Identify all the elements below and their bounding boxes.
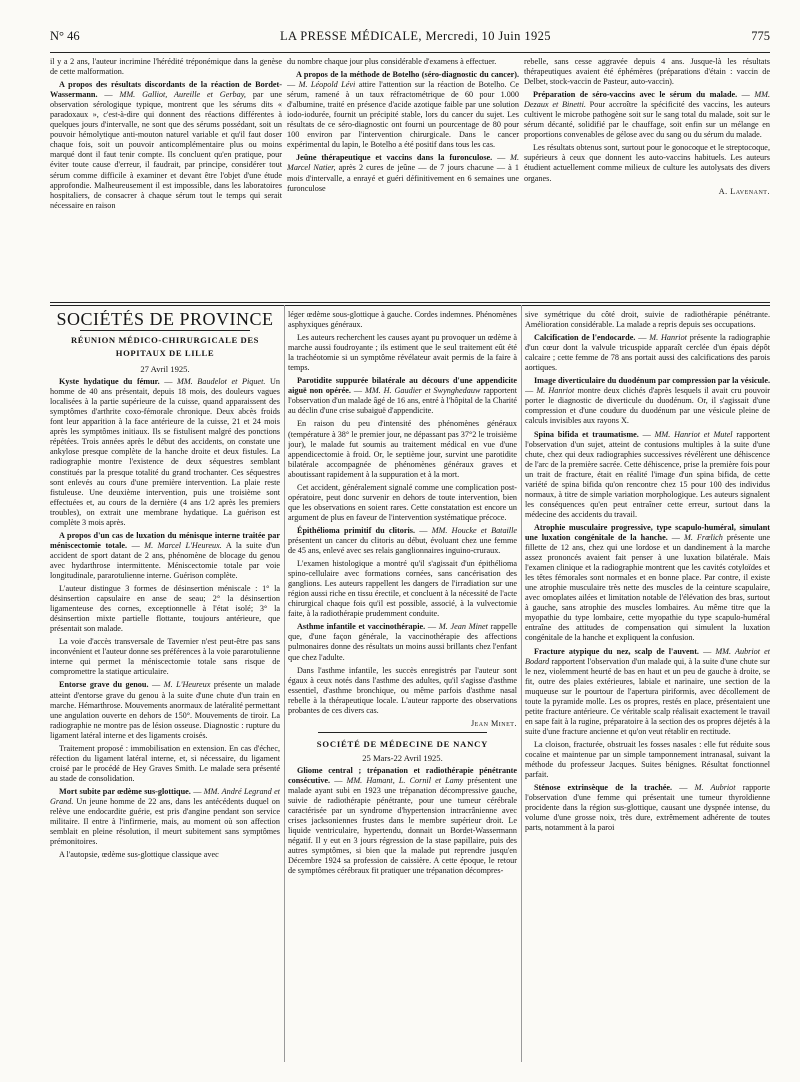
article-authors: MM. André Legrand et Grand. — [50, 786, 280, 806]
paragraph: léger œdème sous-glottique à gauche. Cordes indemnes. Phénomènes asphyxiques généraux. — [288, 310, 517, 330]
article: Spina bifida et traumatisme. — MM. Hanriot et Mutel rapportent l'observation d'un sujet, atteint de contusions multiples à la suite d'une chute, chez qui deux radiographies successives révélèrent une déhiscence de l'arc de la première sacrée. Cette déhiscence, prise la première fois pour un trait de fracture, était en réalité l'image d'un spina bifida, de cette variété de spina bifida qu'on rencontre chez 15 pour 100 des individus normaux, à titre de simple variation morphologique. Les auteurs signalent les conséquences qu'en peut entraîner cette erreur, surtout dans la médecine des accidents du travail. — [525, 429, 770, 519]
article: Sténose extrinsèque de la trachée. — M. Aubriot rapporte l'observation d'une femme qui présentait une tumeur thyroïdienne procidente dans la région sus-glottique, causant une dyspnée intense, du volume d'une grosse noix, très dure, extrêmement adhérente de toutes parts, notamment à la paroi — [525, 783, 770, 833]
paragraph: Dans l'asthme infantile, les succès enregistrés par l'auteur sont égaux à ceux notés dans l'asthme des adultes, qu'il s'agisse d'asthme essentiel, d'asthme bronchique, ou même parfois d'asthme nasal rebelle à la thérapeutique locale. L'auteur rapporte des observations probantes de ces divers cas. — [288, 665, 517, 715]
article-heading: Image diverticulaire du duodénum par compression par la vésicule. — [534, 376, 770, 386]
article-text: rapportent l'observation d'un malade qui, à la suite d'une chute sur le nez, violemment heurté de bas en haut et un peu de gauche à droite, se fit, outre des plaies extérieures, labiale et narinaire, une section de la muqueuse sur le pourtour de l'apertura piriformis, avec décollement de toute la pyramide molle. Les os propres, restés en place, présentaient une petite fracture antérieure. Ce véritable scalp réalisait exactement le travail en sape fait à la rugine, préparatoire à la section des os propres déjetés à la suite d'une fracture ancienne et qu'on veut rétablir en rectitude. — [525, 656, 770, 736]
bottom-column-3 — [525, 310, 770, 1062]
article-authors: MM. Baudelot et Piquet. — [177, 377, 266, 387]
article: Gliome central ; trépanation et radiothérapie pénétrante consécutive. — MM. Hamant, L. Cornil et Lamy présentent une malade ayant subi en 1923 une trépanation décompressive gauche, suivie de radiothérapie pénétrante, pour une tumeur cérébrale caractérisée par un syndrome d'hypertension intracrânienne avec crises jacksoniennes frustes dans le membre supérieur droit. Le liquide ventriculaire, hypertendu, donnait un Bordet-Wassermann négatif. Il y eut en 3 jours régression de la stase papillaire, puis des autres symptômes, si bien que la malade put reprendre jusqu'en Décembre 1924 sa profession de caissière. A cette époque, le retour de symptômes cérébraux fit pratiquer une trépanation décompres- — [288, 765, 517, 876]
article-text: par une observation sérologique typique, montrent que les sérums dits « paradoxaux », c'est-à-dire qui donnent des réactions différentes à quelques jours d'intervalle, ne sont que des sérums possédant, soit un pouvoir hémolytique anti-mouton naturel variable et qu'il faut doser chaque fois, soit un pouvoir anticomplémentaire plus ou moins marqué dont il faut tenir compte. Ils concluent qu'en pratique, pour éviter toute cause d'erreur, il faudrait, par principe, considérer tout sérum comme difficile à examiner et devant être l'objet d'une étude approfondie. Malheureusement il est impossible, dans les laboratoires hospitaliers, de consacrer à chaque sérum tout le temps qui serait nécessaire en raison — [50, 90, 282, 210]
paragraph: En raison du peu d'intensité des phénomènes généraux (température à 38° le premier jour, ne dépassant pas 37°2 le troisième jour), le malade fut soumis au traitement médical en vue d'une appendicectomie à froid. Or, le septième jour, survint une parotidite bilatérale accompagnée de phénomènes généraux graves et aboutissant rapidement à la suppuration et à la mort. — [288, 419, 517, 479]
article-heading: A propos de la méthode de Botelho (séro-diagnostic du cancer). — [296, 70, 519, 80]
paragraph: du nombre chaque jour plus considérable d'examens à effectuer. — [287, 57, 497, 66]
article: A propos de la méthode de Botelho (séro-diagnostic du cancer). — M. Léopold Lévi attire l'attention sur la réaction de Botelho. Ce sérum, ramené à un taux réfractométrique de 60 pour 1.000 d'albumine, traité en présence d'acide azotique faible par une solution iodo-iodurée, fournit un précipité stable, lors du cancer du sujet. Les résultats de ce séro-diagnostic ont fourni un pourcentage de 80 pour 100 environ par l'intervention chirurgicale. Dans le cancer expérimental du lapin, le Botelho a été positif dans tous les cas. — [287, 70, 519, 150]
signature: A. Lavenant. — [718, 186, 770, 196]
article-authors: M. Marcel Natier, — [287, 153, 519, 173]
article-authors: M. Jean Minet — [438, 622, 488, 632]
issue-number: N° 46 — [50, 29, 80, 43]
article-text: Un homme de 40 ans présentait, depuis 18 mois, des douleurs vagues localisées à la partie supérieure de la cuisse, quand apparaissent des symptômes d'arthrite coxo-fémorale chronique. Deux abcès froids font leur apparition à la face antérieure de la cuisse, 21 et 24 mois après les symptômes initiaux. Ils se fistulisent malgré des ponctions répétées. Trois années après le début des accidents, on constate une ankylose presque complète de la hanche droite et deux fistules. La radiographie montre l'existence de deux séquestres semblant constitués par la presque totalité du grand trochanter. Ces séquestres sont enlevés au cours d'une première intervention. La plaie reste fistuleuse. Une deuxième intervention, puis une troisième sont effectuées et, au cours de la dernière (4 ans 1/2 après les premiers troubles), on extrait une membrane hydatique. La guérison est complète 3 mois après. — [50, 377, 280, 527]
article-heading: A propos des résultats discordants de la réaction de Bordet-Wassermann. — [50, 80, 282, 100]
article-heading: Kyste hydatique du fémur. — [59, 377, 160, 387]
band-rule-2 — [50, 305, 770, 306]
article-heading: Asthme infantile et vaccinothérapie. — [297, 622, 426, 632]
article: Asthme infantile et vaccinothérapie. — M. Jean Minet rappelle que, d'une façon générale, la vaccinothérapie des affections pulmonaires donne des résultats un moins aussi brillants chez l'enfant que chez l'adulte. — [288, 622, 517, 662]
article: Atrophie musculaire progressive, type scapulo-huméral, simulant une luxation congénitale de la hanche. — M. Frœlich présente une fillette de 12 ans, chez qui une lordose et un dandinement à la marche assez prononcés avaient fait penser à une luxation bilatérale. Mais l'examen clinique et la radiographie montrent que les cavités cotyloïdes et les têtes fémorales sont normales et en bonne place. Par contre, il existe une atrophie musculaire très nette des muscles de la ceinture scapulaire, avec omoplates ailées et limitation notable de l'élévation des bras, surtout à gauche, sans atrophie des muscles lombaires. Au même titre que la myopathie du type lombaire, cette myopathie du type scapulo-huméral entraîne des attitudes de compensation qui simulent la luxation congénitale de la hanche et expliquent la confusion. — [525, 522, 770, 643]
article-authors: MM. Dezaux et Binetti. — [524, 90, 770, 110]
article: Mort subite par œdème sus-glottique. — MM. André Legrand et Grand. Un jeune homme de 22 ans, dans les antécédents duquel on relève une endocardite guérie, est pris d'angine pendant son service militaire. Il entre à l'infirmerie, mais, au moment où son affection semblait en pleine résolution, il meurt subitement sans symptômes prémonitoires. — [50, 786, 280, 847]
column-separator — [521, 305, 522, 1062]
paragraph: rebelle, sans cesse aggravée depuis 4 ans. Jusque-là les résultats thérapeutiques avaient été éphémères (préparations d'étain : vaccin de Delbet, stock-vaccin de Pasteur, auto-vaccin). — [524, 57, 770, 87]
article-text: attire l'attention sur la réaction de Botelho. Ce sérum, ramené à un taux réfractométrique de 60 pour 1.000 d'albumine, traité en présence d'acide azotique faible par une solution iodo-iodurée, fournit un précipité stable, lors du cancer du sujet. Les résultats de ce séro-diagnostic ont fourni un pourcentage de 80 pour 100 environ par l'intervention chirurgicale. Dans le cancer expérimental du lapin, le Botelho a été positif dans tous les cas. — [287, 80, 519, 150]
article-heading: Entorse grave du genou. — [59, 680, 149, 690]
article-authors: M. Hanriot — [536, 386, 575, 396]
article-authors: M. Léopold Lévi — [298, 80, 356, 90]
article-authors: MM. H. Gaudier et Swynghedauw — [365, 386, 481, 396]
paragraph: L'examen histologique a montré qu'il s'agissait d'un épithélioma spino-cellulaire avec formations cornées, sans cancérisation des ganglions. Les auteurs rappellent les dangers de l'irradiation sur une région aussi riche en tissu érectile, et concluent à la nécessité de l'acte chirurgical chaque fois qu'il est possible, associé, à la vulvectomie faite, à la radiothérapie prudemment conduite. — [288, 559, 517, 619]
article-heading: Sténose extrinsèque de la trachée. — [534, 783, 673, 793]
society-title: RÉUNION MÉDICO-CHIRURGICALE DES HOPITAUX DE LILLE — [70, 335, 260, 359]
bottom-column-2 — [288, 310, 517, 1062]
article-authors: M. L'Heureux — [163, 680, 211, 690]
paragraph: Les auteurs recherchent les causes ayant pu provoquer un œdème à marche aussi foudroyante ; ils estiment que le seul traitement eût été la trachéotomie si un symptôme révélateur avait permis de la faire à temps. — [288, 333, 517, 373]
article: Image diverticulaire du duodénum par compression par la vésicule. — M. Hanriot montre deux clichés d'après lesquels il avait cru pouvoir porter le diagnostic de diverticule du duodénum. Or, il s'agissait d'une compression et d'une coudure du duodénum par une vésicule pleine de calculs invisibles aux rayons X. — [525, 376, 770, 426]
band-rule-1 — [50, 302, 770, 303]
section-rule — [80, 330, 250, 331]
paragraph: La cloison, fracturée, obstruait les fosses nasales : elle fut réduite sous cocaïne et maintenue par un simple tamponnement intranasal, suivant la méthode du professeur Jacques. Suites bénignes. Résultat fonctionnel parfait. — [525, 739, 770, 780]
section-rule — [318, 732, 487, 733]
page-number: 775 — [751, 29, 770, 43]
article-text: présente un malade atteint d'entorse grave du genou à la suite d'une chute d'un train en marche. Hémarthrose. Mouvements anormaux de latéralité permettant une angulation ouverte en dehors de 150°. Mouvements de tiroir. La radiographie ne montre pas de lésion osseuse. Diagnostic : rupture du ligament latéral interne et des ligaments croisés. — [50, 680, 280, 740]
article-text: Pour accroître la spécificité des vaccins, les auteurs cultivent le microbe pathogène soit sur le sang total du malade, soit sur le sérum décanté, solidifié par le chauffage, soit enfin sur un mélange en proportions convenables de gélose avec du sang ou du sérum du malade. — [524, 100, 770, 140]
article-heading: Atrophie musculaire progressive, type scapulo-huméral, simulant une luxation congénitale de la hanche. — [525, 522, 770, 542]
section-title: SOCIÉTÉS DE PROVINCE — [56, 310, 274, 329]
article-authors: MM. Hamant, L. Cornil et Lamy — [346, 775, 464, 785]
article-authors: M. Hanriot — [649, 333, 687, 343]
paragraph: A l'autopsie, œdème sus-glottique classique avec — [59, 850, 219, 860]
article-authors: MM. Galliot, Aureille et Gerbay, — [119, 90, 246, 100]
article: Préparation de séro-vaccins avec le sérum du malade. — MM. Dezaux et Binetti. Pour accroître la spécificité des vaccins, les auteurs cultivent le microbe pathogène soit sur le sang total du malade, soit sur le sérum décanté, solidifié par le chauffage, soit enfin sur un mélange en proportions convenables de gélose avec du sang ou du sérum du malade. — [524, 90, 770, 140]
article-text: présentent une malade ayant subi en 1923 une trépanation décompressive gauche, suivie de radiothérapie pénétrante, pour une tumeur cérébrale caractérisée par un syndrome d'hypertension intracrânienne avec crises jacksoniennes frustes dans le membre supérieur droit. Le liquide ventriculaire, hypertendu, donnait un Bordet-Wassermann négatif. Il y eut en 3 jours régression de la stase papillaire, puis des autres symptômes, si bien que la malade put reprendre jusqu'en Décembre 1924 sa profession de caissière. A cette époque, le retour de symptômes cérébraux fit pratiquer une trépanation décompres- — [288, 775, 517, 876]
article-authors: MM. Houcke et Bataille — [431, 525, 517, 535]
article: A propos d'un cas de luxation du ménisque interne traitée par méniscectomie totale. — M. Marcel L'Heureux. A la suite d'un accident de sport datant de 2 ans, phénomène de blocage du genou avec hydarthrose intermittente. Méniscectomie totale par voie longitudinale, pararotulienne interne. Guérison complète. — [50, 530, 280, 580]
article-heading: Jeûne thérapeutique et vaccins dans la furonculose. — [296, 153, 493, 163]
session-date: 27 Avril 1925. — [140, 364, 190, 375]
article: Jeûne thérapeutique et vaccins dans la furonculose. — M. Marcel Natier, après 2 cures de jeûne — de 7 jours chacune — à 1 mois d'intervalle, a enrayé et guéri définitivement en 6 semaines une furonculose — [287, 153, 519, 193]
bottom-column-1 — [50, 310, 280, 1062]
header-rule — [50, 52, 770, 53]
article: Entorse grave du genou. — M. L'Heureux présente un malade atteint d'entorse grave du genou à la suite d'une chute d'un train en marche. Hémarthrose. Mouvements anormaux de latéralité permettant une angulation ouverte en dehors de 150°. Mouvements de tiroir. La radiographie ne montre pas de lésion osseuse. Diagnostic : rupture du ligament latéral interne et des ligaments croisés. — [50, 680, 280, 740]
article: Parotidite suppurée bilatérale au décours d'une appendicite aiguë non opérée. — MM. H. Gaudier et Swynghedauw rapportent l'observation d'un malade âgé de 16 ans, entré à l'hôpital de la Charité au déclin d'une crise subaiguë d'appendicite. — [288, 376, 517, 416]
paragraph: La voie d'accès transversale de Tavernier n'est peut-être pas sans inconvénient et l'auteur donne ses préférences à la voie pararotulienne interne qui permet la méniscectomie totale sans risque de compromettre la statique articulaire. — [50, 637, 280, 677]
journal-title: LA PRESSE MÉDICALE, Mercredi, 10 Juin 1925 — [279, 29, 551, 43]
article-text: montre deux clichés d'après lesquels il avait cru pouvoir porter le diagnostic de diverticule du duodénum. Or, il s'agissait d'une compression et d'une coudure du duodénum par une vésicule pleine de calculs invisibles aux rayons X. — [525, 386, 770, 426]
article: Épithélioma primitif du clitoris. — MM. Houcke et Bataille présentent un cancer du clitoris au début, évoluant chez une femme de 45 ans, enlevé avec ses relais ganglionnaires inguino-cruraux. — [288, 525, 517, 556]
article-text: présentent un cancer du clitoris au début, évoluant chez une femme de 45 ans, enlevé avec ses relais ganglionnaires inguino-cruraux. — [288, 535, 517, 556]
society-title: SOCIÉTÉ DE MÉDECINE DE NANCY — [316, 738, 489, 749]
paragraph: L'auteur distingue 3 formes de désinsertion méniscale : 1° la désinsertion capsulaire en anse de seau; 2° la désinsertion ligamenteuse des cornes, exceptionnelle à l'état isolé; 3° la désinsertion mixte partielle flottante, toujours antérieure, que présentait son malade. — [50, 584, 280, 634]
article-heading: Gliome central ; trépanation et radiothérapie pénétrante consécutive. — [288, 765, 517, 785]
paragraph: Cet accident, généralement signalé comme une complication post-opératoire, peut donc survenir en dehors de toute intervention, bien que les observations en soient rares. Cette constatation est encore un argument de plus en faveur de l'intervention systématique précoce. — [288, 482, 517, 522]
article-heading: Préparation de séro-vaccins avec le sérum du malade. — [533, 90, 738, 100]
top-column-3 — [524, 57, 770, 300]
paragraph: sive symétrique du côté droit, suivie de radiothérapie pénétrante. Amélioration considérable. La malade a repris depuis ses occupations. — [525, 310, 770, 330]
article-authors: M. Aubriot — [694, 783, 736, 793]
article-heading: A propos d'un cas de luxation du ménisque interne traitée par méniscectomie totale. — [50, 530, 280, 550]
top-column-1 — [50, 57, 282, 300]
paragraph: Traitement proposé : immobilisation en extension. En cas d'échec, réfection du ligament latéral interne, et, si nécessaire, du ligament croisé par le procédé de Hey Graves Smith. Le malade sera présenté au stade de consolidation. — [50, 743, 280, 783]
article-heading: Parotidite suppurée bilatérale au décours d'une appendicite aiguë non opérée. — [288, 376, 517, 396]
article-authors: MM. Hanriot et Mutel — [654, 429, 733, 439]
article-heading: Mort subite par œdème sus-glottique. — [59, 786, 191, 796]
article-text: présente une fillette de 12 ans, chez qui une lordose et un dandinement à la marche assez prononcés avaient fait penser à une luxation bilatérale. Mais l'examen clinique et la radiographie montrent que les cavités cotyloïdes et les têtes fémorales sont normales et en bonne place. Par contre, il existe une atrophie musculaire très nette des muscles de la ceinture scapulaire, avec omoplates ailées et limitation notable de l'élévation des bras, surtout à gauche, sans atrophie des muscles lombaires. Au même titre que la myopathie du type lombaire, cette myopathie du type scapulo-huméral entraîne des attitudes de compensation qui simulent la luxation congénitale de la hanche et expliquent la confusion. — [525, 532, 770, 643]
article-heading: Calcification de l'endocarde. — [534, 333, 636, 343]
article: A propos des résultats discordants de la réaction de Bordet-Wassermann. — MM. Galliot, Aureille et Gerbay, par une observation sérologique typique, montrent que les sérums dits « paradoxaux », c'est-à-dire qui donnent des réactions différentes à quelques jours d'intervalle, ne sont que des sérums possédant, soit un pouvoir hémolytique anti-mouton naturel variable et qu'il faut doser chaque fois, soit un pouvoir anticomplémentaire plus ou moins marqué dont il faut tenir compte. Ils concluent qu'en pratique, pour éviter toute cause d'erreur, il faudrait, par principe, considérer tout sérum comme difficile à examiner et devant être l'objet d'une étude approfondie. Malheureusement il est impossible, dans les laboratoires hospitaliers, de consacrer à chaque sérum tout le temps qui serait nécessaire en raison — [50, 80, 282, 210]
article-authors: MM. Aubriot et Bodard — [525, 646, 770, 666]
article-authors: M. Frœlich — [684, 532, 723, 542]
article-text: rapportent l'observation d'un malade âgé de 16 ans, entré à l'hôpital de la Charité au déclin d'une crise subaiguë d'appendicite. — [288, 386, 517, 416]
column-separator — [284, 305, 285, 1062]
article-text: Un jeune homme de 22 ans, dans les antécédents duquel on relève une endocardite guérie, est pris d'angine pendant son service militaire. Il entre à l'infirmerie, mais, au moment où son affection semblait en pleine résolution, il meurt subitement sans symptômes prémonitoires. — [50, 796, 280, 847]
article-heading: Épithélioma primitif du clitoris. — [297, 525, 416, 535]
article-text: rapportent l'observation d'un sujet, atteint de contusions multiples à la suite d'une chute, chez qui deux radiographies successives révélèrent une déhiscence de l'arc de la première sacrée. Cette déhiscence, prise la première fois pour un trait de fracture, était en réalité l'image d'un spina bifida, de cette variété de spina bifida qu'on rencontre chez 15 pour 100 des individus normaux, à titre de simple variation morphologique. Les auteurs signalent les conséquences qu'en peut entraîner cette erreur, surtout dans la médecine des accidents du travail. — [525, 429, 770, 519]
article: Kyste hydatique du fémur. — MM. Baudelot et Piquet. Un homme de 40 ans présentait, depuis 18 mois, des douleurs vagues localisées à la partie supérieure de la cuisse, quand apparaissent des symptômes d'arthrite coxo-fémorale chronique. Deux abcès froids font leur apparition à la face antérieure de la cuisse, 21 et 24 mois après les symptômes initiaux. Ils se fistulisent malgré des ponctions répétées. Trois années après le début des accidents, on constate une ankylose presque complète de la hanche droite et deux fistules. La radiographie montre l'existence de deux séquestres semblant constitués par la presque totalité du grand trochanter. Ces séquestres sont enlevés au cours d'une première intervention. La plaie reste fistuleuse. Une deuxième intervention, puis une troisième sont effectuées et, au cours de la dernière (4 ans 1/2 après les premiers troubles), on extrait une membrane hydatique. La guérison est complète 3 mois après. — [50, 377, 280, 527]
paragraph: il y a 2 ans, l'auteur incrimine l'hérédité tréponémique dans la genèse de cette malformation. — [50, 57, 282, 77]
article: Calcification de l'endocarde. — M. Hanriot présente la radiographie d'un cœur dont la valvule tricuspide apparaît cerclée d'un épais dépôt calcaire ; cette femme de 78 ans portait aussi des calcifications des parois aortiques. — [525, 333, 770, 373]
article-text: rappelle que, d'une façon générale, la vaccinothérapie des affections pulmonaires donne des résultats un moins aussi brillants chez l'enfant que chez l'adulte. — [288, 622, 517, 662]
article-heading: Spina bifida et traumatisme. — [534, 429, 639, 439]
article-authors: M. Marcel L'Heureux. — [144, 540, 222, 550]
paragraph: Les résultats obtenus sont, surtout pour le gonocoque et le streptocoque, supérieurs à ceux que donnent les auto-vaccins habituels. Les auteurs étudient actuellement comme milieux de culture les autolysats des divers organes. — [524, 143, 770, 183]
article-text: A la suite d'un accident de sport datant de 2 ans, phénomène de blocage du genou avec hydarthrose intermittente. Méniscectomie totale par voie longitudinale, pararotulienne interne. Guérison complète. — [50, 540, 280, 580]
article-text: présente la radiographie d'un cœur dont la valvule tricuspide apparaît cerclée d'un épais dépôt calcaire ; cette femme de 78 ans portait aussi des calcifications des parois aortiques. — [525, 333, 770, 373]
masthead — [50, 29, 770, 51]
article-heading: Fracture atypique du nez, scalp de l'auvent. — [534, 646, 699, 656]
article-text: rapporte l'observation d'une femme qui présentait une tumeur thyroïdienne procidente dans la région sus-glottique, causant une dyspnée intense, du volume d'une grosse noix, très dure, extrêmement adhérente de toutes parts, notamment à la paroi — [525, 783, 770, 833]
signature: Jean Minet. — [470, 718, 517, 728]
article-text: après 2 cures de jeûne — de 7 jours chacune — à 1 mois d'intervalle, a enrayé et guéri définitivement en 6 semaines une furonculose — [287, 163, 519, 193]
session-date: 25 Mars-22 Avril 1925. — [362, 752, 443, 763]
article: Fracture atypique du nez, scalp de l'auvent. — MM. Aubriot et Bodard rapportent l'observation d'un malade qui, à la suite d'une chute sur le nez, violemment heurté de bas en haut et un peu de gauche à droite, se fit, outre des plaies extérieures, labiale et narinaire, une section de la muqueuse sur le pourtour de l'apertura piriformis, avec décollement de toute la pyramide molle. Les os propres, restés en place, présentaient une petite fracture antérieure. Ce véritable scalp réalisait exactement le travail en sape fait à la rugine, préparatoire à la section des os propres déjetés à la suite d'une fracture ancienne et qu'on veut rétablir en rectitude. — [525, 646, 770, 736]
top-column-2 — [287, 57, 519, 300]
